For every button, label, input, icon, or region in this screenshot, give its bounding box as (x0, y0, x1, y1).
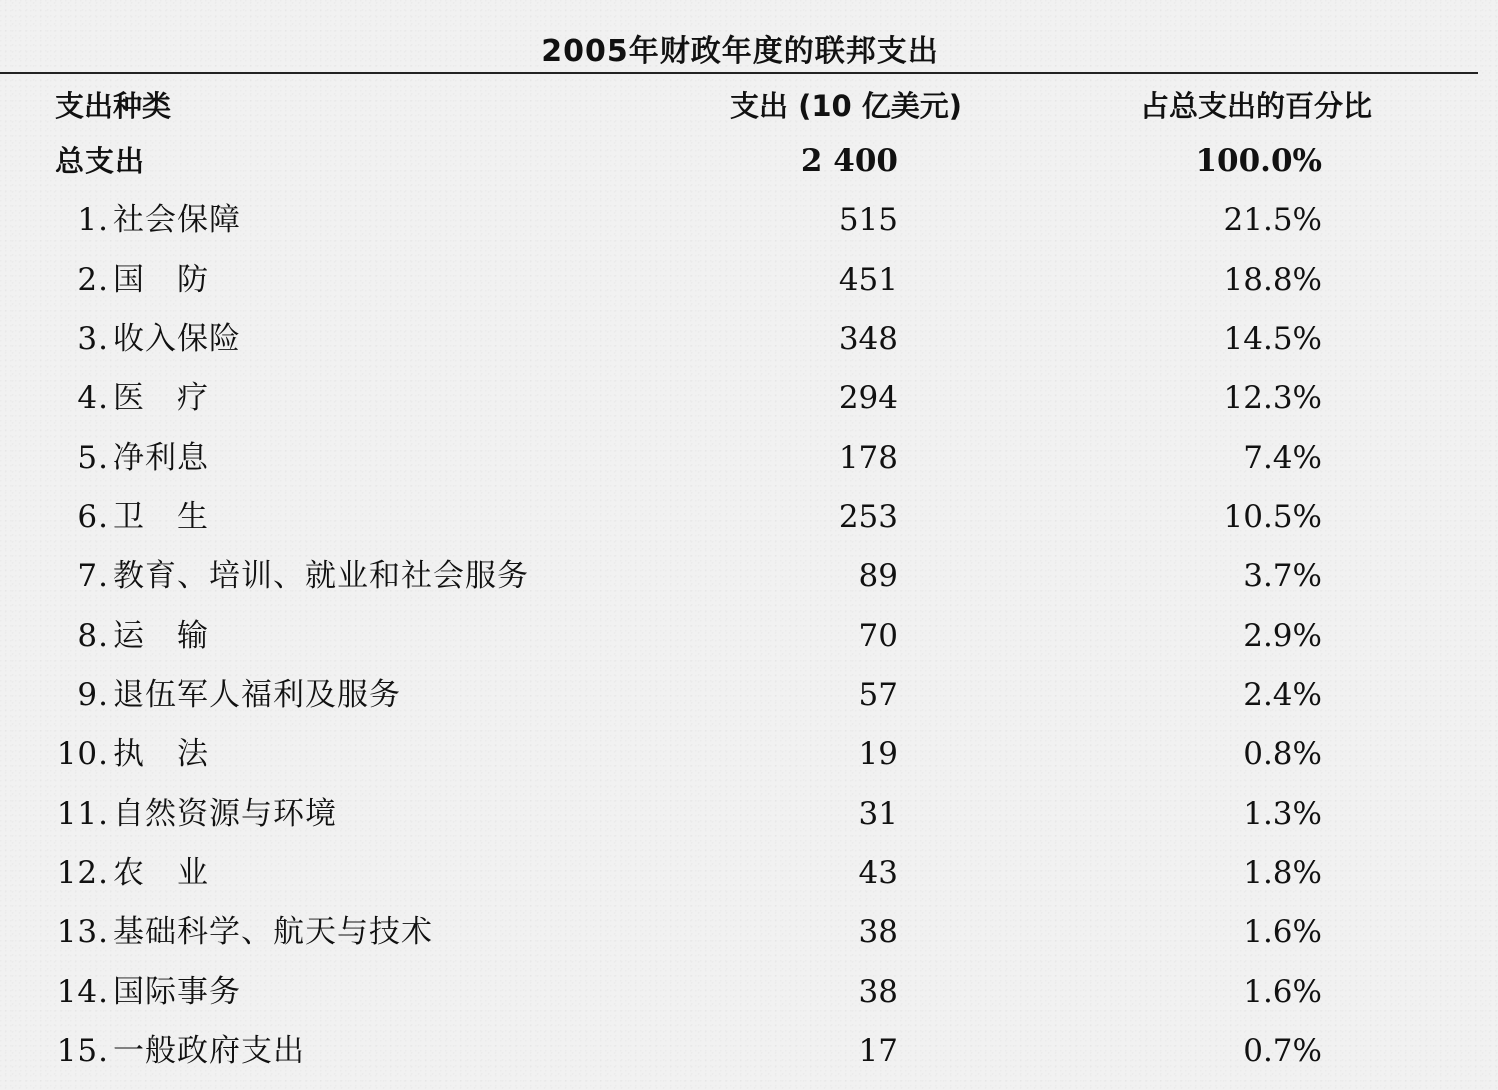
row-name: 运 输 (113, 617, 209, 654)
row-percent: 3.7% (1243, 558, 1322, 595)
row-number: 11. (56, 795, 109, 832)
table-row-6 (0, 488, 1478, 547)
row-name: 收入保险 (113, 320, 241, 357)
row-percent: 2.9% (1243, 617, 1322, 654)
table-row-7 (0, 547, 1478, 606)
row-name: 国 防 (113, 261, 209, 298)
row-amount: 31 (858, 795, 898, 832)
table-row-2 (0, 251, 1478, 310)
row-name: 医 疗 (113, 380, 209, 417)
row-amount: 178 (838, 439, 898, 476)
row-amount: 17 (858, 1032, 898, 1069)
row-number: 13. (56, 914, 109, 951)
row-percent: 7.4% (1243, 439, 1322, 476)
row-amount: 253 (838, 498, 898, 535)
table-row-1 (0, 191, 1478, 250)
row-name: 农 业 (113, 854, 209, 891)
table-row-3 (0, 310, 1478, 369)
row-amount: 70 (858, 617, 898, 654)
row-category (55, 666, 401, 725)
table-row-15 (0, 1022, 1478, 1081)
row-category (55, 369, 209, 428)
row-category (55, 607, 209, 666)
row-number: 1. (77, 202, 109, 239)
row-number: 15. (56, 1032, 109, 1069)
row-category (55, 785, 337, 844)
table-row-12 (0, 844, 1478, 903)
row-category (55, 488, 209, 547)
row-percent: 21.5% (1223, 202, 1322, 239)
row-amount: 89 (858, 558, 898, 595)
row-category (55, 1022, 305, 1081)
row-amount: 294 (838, 380, 898, 417)
row-name: 净利息 (113, 439, 209, 476)
row-number: 10. (56, 736, 109, 773)
row-amount: 57 (858, 676, 898, 713)
row-amount: 19 (858, 736, 898, 773)
table-row-9 (0, 666, 1478, 725)
row-name: 退伍军人福利及服务 (113, 676, 401, 713)
row-category (55, 191, 241, 250)
row-number: 3. (77, 320, 109, 357)
total-percent: 100.0% (1195, 143, 1322, 179)
row-number: 5. (77, 439, 109, 476)
row-percent: 2.4% (1243, 676, 1322, 713)
row-number: 8. (77, 617, 109, 654)
row-category (55, 429, 209, 488)
row-amount: 38 (858, 973, 898, 1010)
row-amount: 43 (858, 854, 898, 891)
row-percent: 1.8% (1243, 854, 1322, 891)
row-percent: 0.8% (1243, 736, 1322, 773)
row-amount: 451 (838, 261, 898, 298)
row-number: 9. (77, 676, 109, 713)
row-percent: 18.8% (1223, 261, 1322, 298)
row-number: 2. (77, 261, 109, 298)
table-row-10 (0, 725, 1478, 784)
header-rule (0, 72, 1478, 74)
expenditure-table-body (0, 132, 1478, 1081)
row-percent: 0.7% (1243, 1032, 1322, 1069)
row-name: 卫 生 (113, 498, 209, 535)
row-category (55, 725, 209, 784)
amount-column-header: 支出 (10 亿美元) (730, 89, 963, 123)
row-percent: 10.5% (1223, 498, 1322, 535)
row-amount: 515 (838, 202, 898, 239)
row-amount: 38 (858, 914, 898, 951)
row-category (55, 251, 209, 310)
row-name: 执 法 (113, 736, 209, 773)
row-number: 6. (77, 498, 109, 535)
table-row-11 (0, 785, 1478, 844)
row-amount: 348 (838, 320, 898, 357)
row-name: 社会保障 (113, 202, 241, 239)
row-name: 基础科学、航天与技术 (113, 914, 433, 951)
row-category (55, 844, 209, 903)
row-number: 14. (56, 973, 109, 1010)
row-number: 4. (77, 380, 109, 417)
total-category: 总支出 (55, 144, 146, 178)
row-name: 一般政府支出 (113, 1032, 305, 1069)
row-percent: 1.3% (1243, 795, 1322, 832)
category-column-header: 支出种类 (55, 89, 172, 123)
table-title: 2005年财政年度的联邦支出 (541, 34, 939, 69)
row-percent: 1.6% (1243, 914, 1322, 951)
row-category (55, 547, 529, 606)
table-row-14 (0, 963, 1478, 1022)
row-name: 国际事务 (113, 973, 241, 1010)
total-amount: 2 400 (800, 143, 898, 179)
table-row-4 (0, 369, 1478, 428)
row-number: 12. (56, 854, 109, 891)
row-percent: 1.6% (1243, 973, 1322, 1010)
row-percent: 12.3% (1223, 380, 1322, 417)
row-category (55, 963, 241, 1022)
total-row (0, 132, 1478, 191)
table-row-8 (0, 607, 1478, 666)
table-row-5 (0, 429, 1478, 488)
row-category (55, 903, 433, 962)
row-number: 7. (77, 558, 109, 595)
row-name: 自然资源与环境 (113, 795, 337, 832)
row-name: 教育、培训、就业和社会服务 (113, 558, 529, 595)
percent-column-header: 占总支出的百分比 (1140, 89, 1373, 123)
table-row-13 (0, 903, 1478, 962)
row-percent: 14.5% (1223, 320, 1322, 357)
row-category (55, 310, 241, 369)
